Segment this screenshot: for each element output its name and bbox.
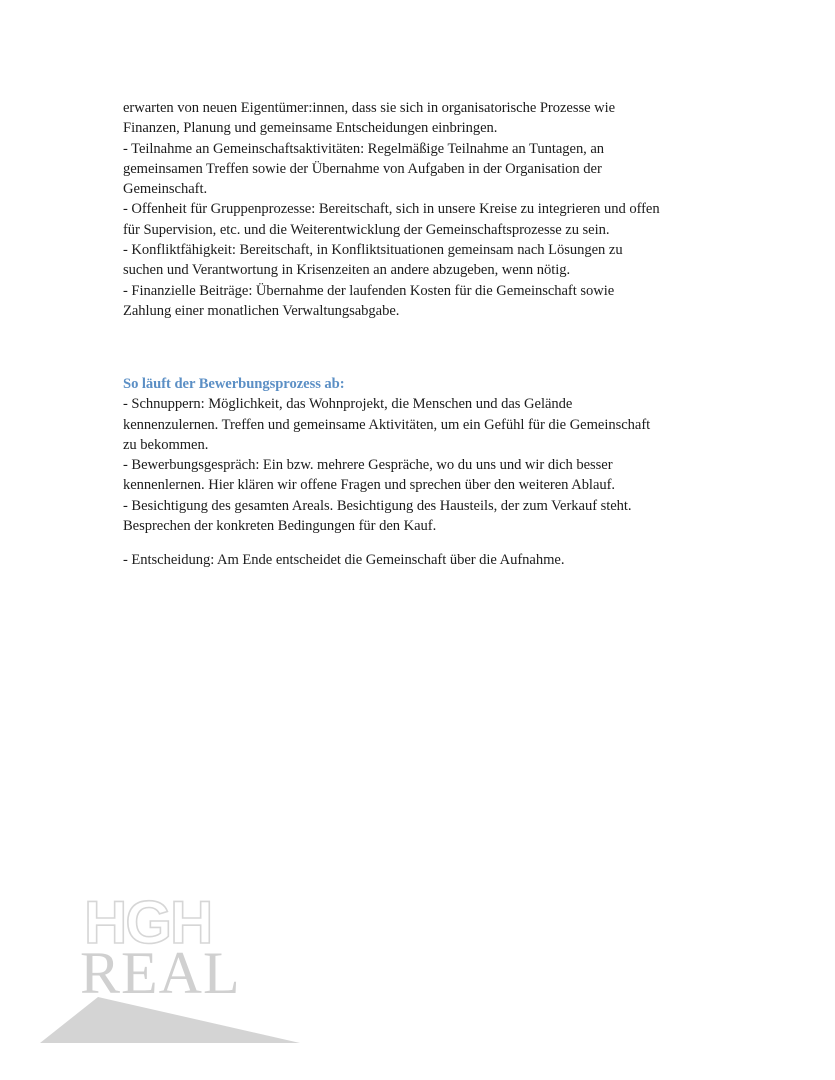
text-line: - Finanzielle Beiträge: Übernahme der laufenden Kosten für die Gemeinschaft sowie xyxy=(123,282,615,299)
text-line: - Schnuppern: Möglichkeit, das Wohnprojekt, die Menschen und das Gelände xyxy=(123,396,573,413)
logo-bottom-text: REAL xyxy=(80,940,241,1006)
text-line: - Bewerbungsgespräch: Ein bzw. mehrere Gespräche, wo du uns und wir dich besser xyxy=(123,457,613,474)
text-line: Zahlung einer monatlichen Verwaltungsabgabe. xyxy=(123,302,400,319)
text-line: Finanzen, Planung und gemeinsame Entscheidungen einbringen. xyxy=(123,120,498,137)
text-line: kennenzulernen. Treffen und gemeinsame Aktivitäten, um ein Gefühl für die Gemeinschaft xyxy=(123,416,651,433)
requirements-section xyxy=(123,98,723,321)
text-line: - Teilnahme an Gemeinschaftsaktivitäten: Regelmäßige Teilnahme an Tuntagen, an xyxy=(123,140,605,157)
text-line: - Entscheidung: Am Ende entscheidet die Gemeinschaft über die Aufnahme. xyxy=(123,552,565,568)
application-process-section xyxy=(123,374,723,536)
text-line: erwarten von neuen Eigentümer:innen, dass sie sich in organisatorische Prozesse wie xyxy=(123,100,616,116)
hgh-real-logo xyxy=(38,883,308,1048)
text-line: - Offenheit für Gruppenprozesse: Bereitschaft, sich in unsere Kreise zu integrieren und offen xyxy=(123,201,660,218)
text-line: gemeinsamen Treffen sowie der Übernahme von Aufgaben in der Organisation der xyxy=(123,160,602,177)
section-heading: So läuft der Bewerbungsprozess ab: xyxy=(123,376,345,392)
text-line: suchen und Verantwortung in Krisenzeiten an andere abzugeben, wenn nötig. xyxy=(123,262,571,279)
logo-top-text: HGH xyxy=(84,889,212,956)
text-line: Besprechen der konkreten Bedingungen für den Kauf. xyxy=(123,518,437,535)
text-line: - Besichtigung des gesamten Areals. Besichtigung des Hausteils, der zum Verkauf steht. xyxy=(123,497,632,514)
text-line: - Konfliktfähigkeit: Bereitschaft, in Konfliktsituationen gemeinsam nach Lösungen zu xyxy=(123,242,623,259)
text-line: zu bekommen. xyxy=(123,436,209,453)
decision-paragraph xyxy=(123,550,723,570)
text-line: Gemeinschaft. xyxy=(123,181,208,198)
text-line: für Supervision, etc. und die Weiterentwicklung der Gemeinschaftsprozesse zu sein. xyxy=(123,221,610,238)
logo-graphic xyxy=(38,883,308,1048)
text-line: kennenlernen. Hier klären wir offene Fragen und sprechen über den weiteren Ablauf. xyxy=(123,477,616,494)
